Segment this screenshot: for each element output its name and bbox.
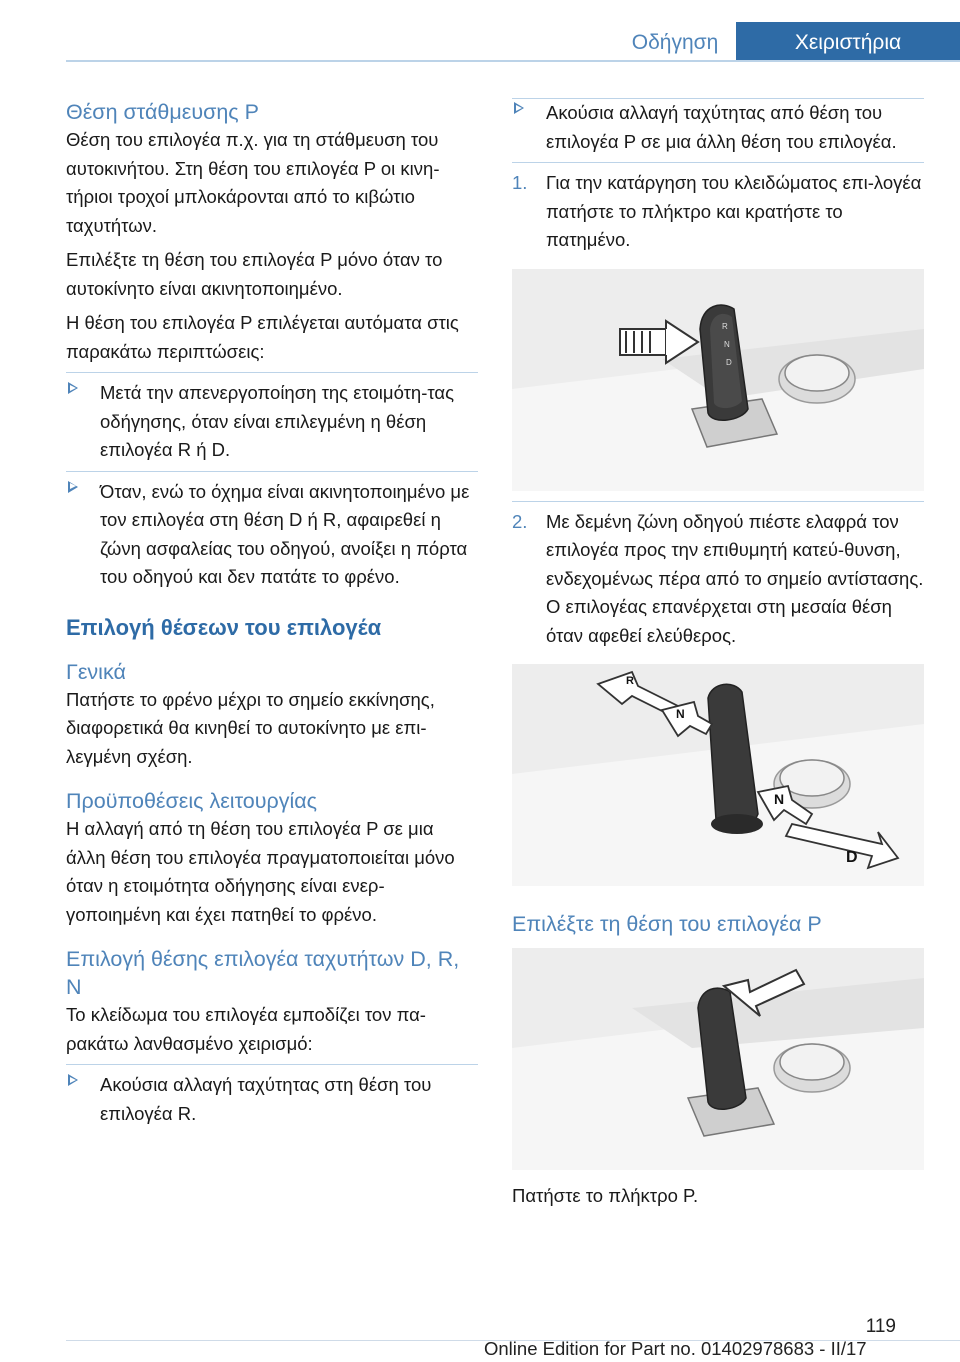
gear-selector-directions-illustration [512,664,924,886]
bullet-list-lock-continued [512,98,924,162]
heading-prerequisites: Προϋποθέσεις λειτουργίας [66,789,318,813]
header-section-label: Οδήγηση [631,31,719,54]
paragraph-lock: Το κλείδωμα του επιλογέα εμποδίζει τον πα‐ρακάτω λανθασμένο χειρισμό: [66,1004,426,1054]
paragraph-general: Πατήστε το φρένο μέχρι το σημείο εκκίνησης, διαφορετικά θα κινηθεί το αυτοκίνητο με επι‐λεγμένη σχέση. [66,688,435,767]
gear-selector-unlock-illustration [512,269,924,491]
list-item: Ακούσια αλλαγή ταχύτητας στη θέση του επιλογέα R. [66,1064,478,1134]
bullet-list-auto-park [66,372,478,598]
paragraph-parking-3: Η θέση του επιλογέα P επιλέγεται αυτόματα στις παρακάτω περιπτώσεις: [66,312,459,362]
gear-selector-p-button-illustration [512,948,924,1170]
figure-gear-directions [512,664,924,886]
triangle-bullet-icon [68,1074,78,1086]
triangle-bullet-icon [68,382,78,394]
figure-label-d: D [846,849,858,866]
svg-text:D: D [726,357,732,367]
heading-general: Γενικά [66,659,126,684]
step-item: 2. Με δεμένη ζώνη οδηγού πιέστε ελαφρά τον επιλογέα προς την επιθυμητή κατεύ‐θυνση, ενδεχομένως πέρα από το σημείο αντίστασης. Ο επιλογέας επανέρχεται στη μεσαία θέση όταν αφεθεί ελεύθερος. [512,501,924,657]
step-list-2 [512,501,924,657]
figure-unlock-button [512,269,924,491]
step-item: 1. Για την κατάργηση του κλειδώματος επι‐λογέα πατήστε το πλήκτρο και κρατήστε το πατημένο. [512,162,924,261]
svg-text:R: R [722,321,728,331]
paragraph-parking-2: Επιλέξτε τη θέση του επιλογέα P μόνο όταν το αυτοκίνητο είναι ακινητοποιημένο. [66,249,443,299]
paragraph-parking-1: Θέση του επιλογέα π.χ. για τη στάθμευση του αυτοκινήτου. Στη θέση του επιλογέα P οι κινη‐τήριοι τροχοί μπλοκάρονται από το κιβώτιο ταχυτήτων. [66,129,440,236]
paragraph-press-p: Πατήστε το πλήκτρο P. [512,1185,699,1206]
list-item: Όταν, ενώ το όχημα είναι ακινητοποιημένο με τον επιλογέα στη θέση D ή R, αφαιρεθεί η ζώνη ασφαλείας του οδηγού, ανοίξει η πόρτα του οδηγού και δεν πατάτε το φρένο. [66,471,478,598]
heading-select-p: Επιλέξτε τη θέση του επιλογέα P [512,912,822,936]
triangle-bullet-icon [68,481,78,493]
bullet-list-lock [66,1064,478,1134]
heading-selector-positions: Επιλογή θέσεων του επιλογέα [66,614,382,640]
figure-label-n-top: N [676,707,685,721]
heading-select-drn: Επιλογή θέσης επιλογέα ταχυτήτων D, R, N [66,947,460,999]
left-column [66,98,478,1134]
list-item: Ακούσια αλλαγή ταχύτητας από θέση του επιλογέα P σε μια άλλη θέση του επιλογέα. [512,98,924,162]
header-chapter-tab: Χειριστήρια [736,22,960,62]
list-item: Μετά την απενεργοποίηση της ετοιμότη‐τας οδήγησης, όταν είναι επιλεγμένη η θέση επιλογέα R ή D. [66,372,478,471]
step-list-1 [512,162,924,261]
figure-press-p [512,948,924,1170]
figure-label-r: R [626,675,634,687]
triangle-bullet-icon [514,102,524,114]
header-rule [66,60,960,62]
page-number: 119 [865,1316,896,1337]
svg-text:N: N [724,339,730,349]
paragraph-prerequisites: Η αλλαγή από τη θέση του επιλογέα P σε μια άλλη θέση του επιλογέα πραγματοποιείται μόνο όταν η ετοιμότητα οδήγησης είναι ενερ‐γοποιημένη και έχει πατηθεί το φρένο. [66,818,455,925]
heading-parking-position: Θέση στάθμευσης P [66,100,259,124]
right-column [512,98,924,1211]
footer-edition: Online Edition for Part no. 01402978683 - II/17 [484,1338,867,1359]
figure-label-n-bottom: N [774,791,785,807]
